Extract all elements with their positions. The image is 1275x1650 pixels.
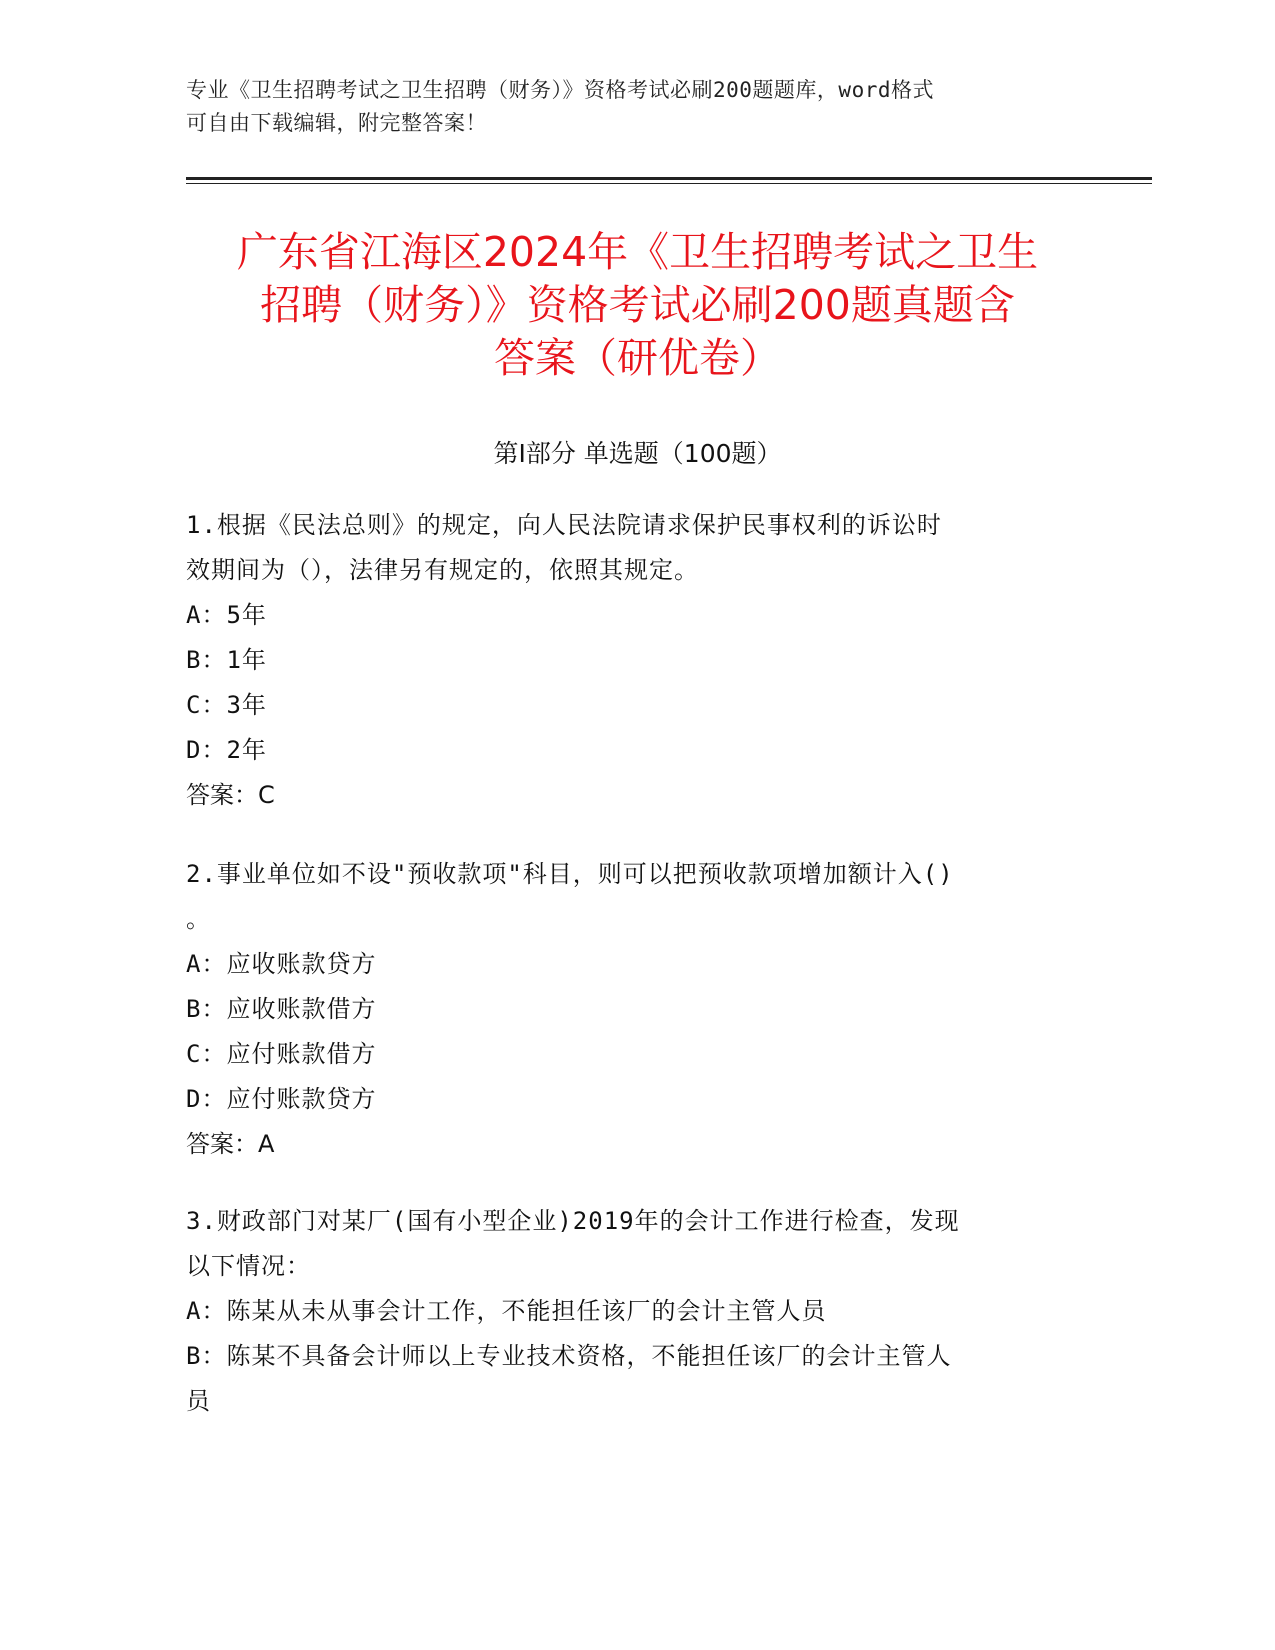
title-line: 答案（研优卷） (494, 334, 781, 382)
question-stem-line: 以下情况： (186, 1252, 311, 1280)
question-stem-line: 3.财政部门对某厂(国有小型企业)2019年的会计工作进行检查，发现 (186, 1207, 960, 1235)
option-b: B：应收账款借方 (186, 995, 377, 1023)
header-note (186, 74, 1066, 140)
header-divider-thick (186, 177, 1152, 180)
question-3 (186, 1199, 1086, 1424)
option-c: C：应付账款借方 (186, 1040, 377, 1068)
option-b: B：1年 (186, 646, 267, 674)
option-a: A：5年 (186, 601, 267, 629)
option-b-continued: 员 (186, 1387, 211, 1415)
section-heading: 第Ⅰ部分 单选题（100题） (493, 439, 782, 468)
header-divider-thin (186, 183, 1152, 184)
question-1 (186, 503, 1086, 818)
option-a: A：陈某从未从事会计工作，不能担任该厂的会计主管人员 (186, 1297, 827, 1325)
option-b: B：陈某不具备会计师以上专业技术资格，不能担任该厂的会计主管人 (186, 1342, 952, 1370)
option-d: D：2年 (186, 736, 267, 764)
document-title (180, 226, 1095, 385)
title-line: 招聘（财务）》资格考试必刷200题真题含 (260, 281, 1015, 329)
option-d: D：应付账款贷方 (186, 1085, 377, 1113)
title-line: 广东省江海区2024年《卫生招聘考试之卫生 (236, 228, 1039, 276)
question-stem-line: 2.事业单位如不设"预收款项"科目，则可以把预收款项增加额计入() (186, 860, 954, 888)
question-stem-line: 效期间为（），法律另有规定的，依照其规定。 (186, 556, 699, 584)
header-note-line: 专业《卫生招聘考试之卫生招聘（财务）》资格考试必刷200题题库，word格式 (186, 78, 934, 102)
option-a: A：应收账款贷方 (186, 950, 377, 978)
answer: 答案：A (186, 1130, 275, 1158)
question-2 (186, 852, 1086, 1167)
question-stem-line: 1.根据《民法总则》的规定，向人民法院请求保护民事权利的诉讼时 (186, 511, 942, 539)
answer: 答案：C (186, 781, 275, 809)
question-stem-line: 。 (186, 905, 211, 933)
header-note-line: 可自由下载编辑，附完整答案！ (186, 111, 487, 135)
option-c: C：3年 (186, 691, 267, 719)
